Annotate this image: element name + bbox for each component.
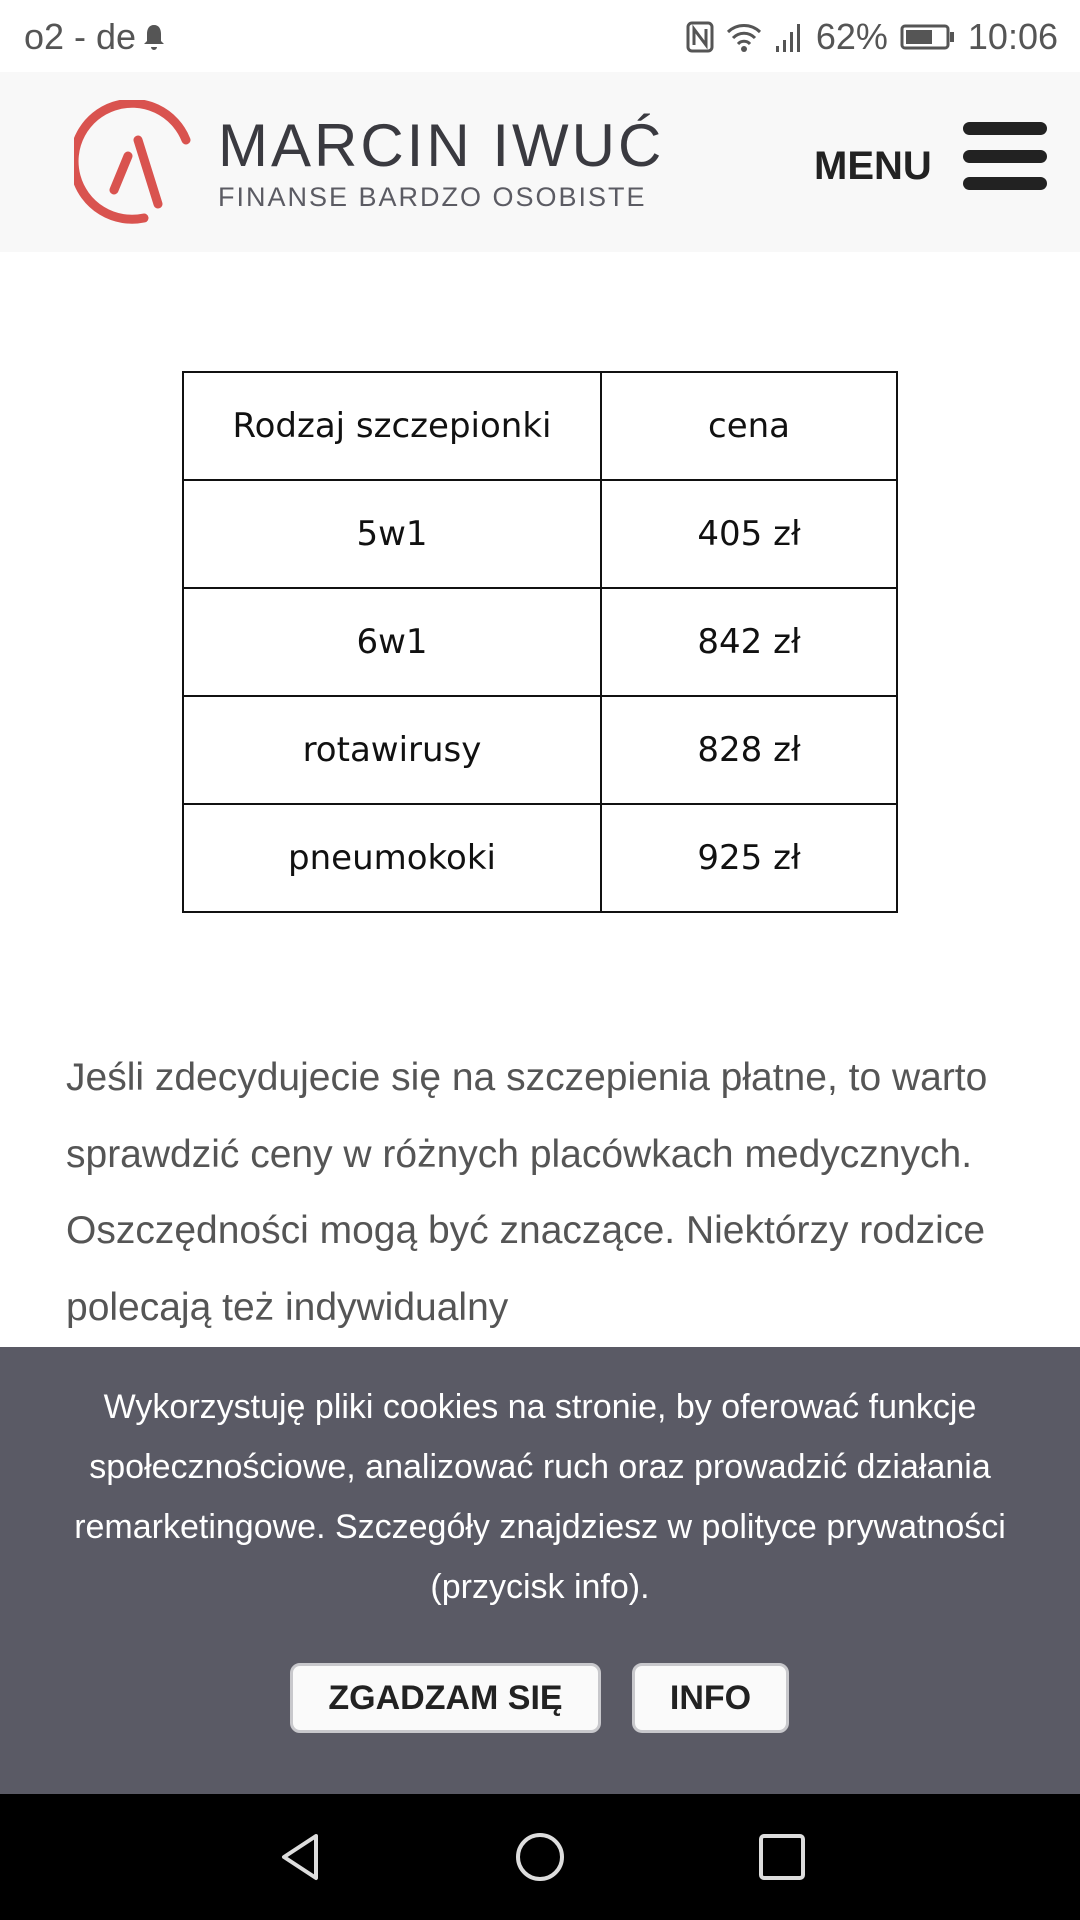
bell-icon [142, 23, 166, 51]
article-paragraph: Jeśli zdecydujecie się na szczepienia płatne, to warto sprawdzić ceny w różnych placówkach medycznych. Oszczędności mogą być znaczące. Niektórzy rodzice polecają też indywidualny [66, 1056, 988, 1329]
hamburger-icon[interactable] [963, 122, 1047, 190]
cookie-text: Wykorzystuję pliki cookies na stronie, by oferować funkcje społecznościowe, analizować ruch oraz prowadzić działania remarketingowe. Szczegóły znajdziesz w polityce prywatności (przycisk info). [74, 1388, 1006, 1606]
menu-button-label[interactable]: MENU [814, 144, 932, 188]
brand[interactable] [218, 112, 665, 213]
recents-icon[interactable] [757, 1832, 807, 1882]
table-header-row [183, 372, 897, 480]
home-icon[interactable] [515, 1832, 565, 1882]
brand-name: MARCIN IWUĆ [218, 112, 665, 179]
cell: 5w1 [183, 480, 601, 588]
brand-tagline: FINANSE BARDZO OSOBISTE [218, 182, 647, 212]
accept-cookies-button[interactable]: ZGADZAM SIĘ [290, 1663, 601, 1733]
carrier: o2 - de [24, 16, 137, 57]
wifi-icon [726, 22, 762, 52]
cookie-banner [0, 1347, 1080, 1794]
cell: 828 zł [601, 696, 897, 804]
cell: 405 zł [601, 480, 897, 588]
back-icon[interactable] [276, 1832, 326, 1882]
table-row [183, 480, 897, 588]
battery-icon [900, 23, 956, 51]
logo-icon[interactable] [74, 100, 198, 224]
table-row [183, 696, 897, 804]
navigation-bar [0, 1794, 1080, 1920]
site-header [0, 72, 1080, 252]
header-cell: Rodzaj szczepionki [183, 372, 601, 480]
cell: 842 zł [601, 588, 897, 696]
status-bar [0, 0, 1080, 72]
table-row [183, 804, 897, 912]
cell: pneumokoki [183, 804, 601, 912]
header-cell: cena [601, 372, 897, 480]
table-row [183, 588, 897, 696]
vaccine-price-table [182, 371, 898, 913]
battery-percent: 62% [815, 16, 888, 57]
nfc-icon [686, 21, 714, 53]
clock: 10:06 [967, 16, 1058, 57]
cell: 925 zł [601, 804, 897, 912]
signal-icon [774, 22, 804, 52]
cell: 6w1 [183, 588, 601, 696]
info-button[interactable]: INFO [632, 1663, 789, 1733]
cell: rotawirusy [183, 696, 601, 804]
